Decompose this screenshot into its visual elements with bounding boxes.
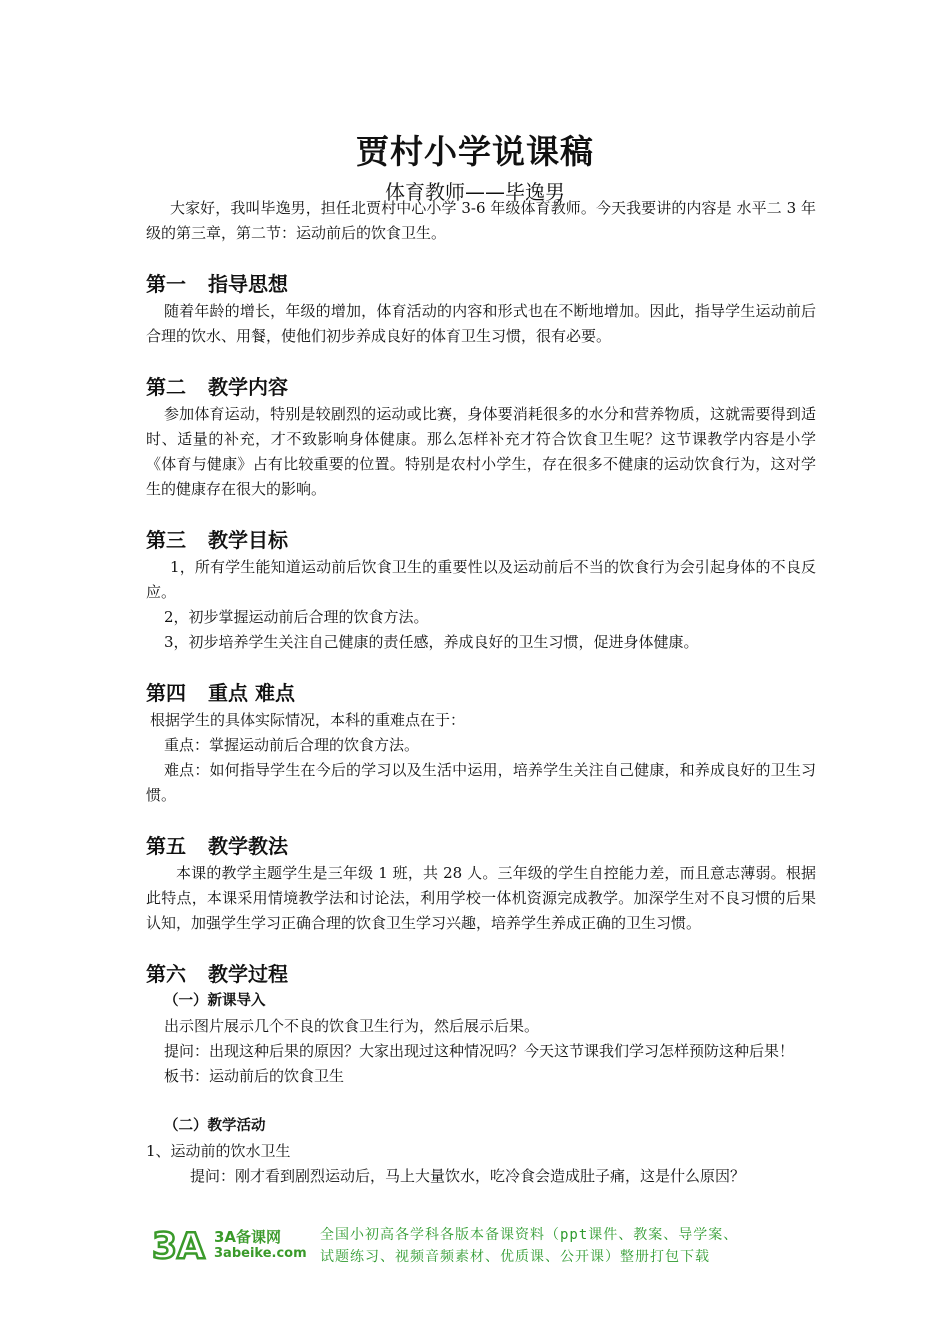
activity-question: 提问：刚才看到剧烈运动后，马上大量饮水，吃冷食会造成肚子痛，这是什么原因？ <box>190 1167 746 1185</box>
section-heading-5 <box>146 834 816 858</box>
ad-line: 试题练习、视频音频素材、优质课、公开课）整册打包下载 <box>320 1249 710 1265</box>
document-body <box>146 196 816 1189</box>
section-title: 教学目标 <box>208 528 288 552</box>
section-heading-3 <box>146 528 816 552</box>
subheading-intro: （一）新课导入 <box>164 993 266 1009</box>
site-logo-icon <box>150 1224 212 1264</box>
intro-paragraph: 大家好，我叫毕逸男，担任北贾村中心小学 3-6 年级体育教师。今天我要讲的内容是 水平二 3 年级的第三章，第二节：运动前后的饮食卫生。 <box>146 199 816 242</box>
section-heading-6 <box>146 962 816 986</box>
spacer <box>146 1089 816 1114</box>
key-point: 重点：掌握运动前后合理的饮食方法。 <box>164 736 420 754</box>
document-subtitle: 体育教师——毕逸男 <box>385 180 565 204</box>
objective-2: 2，初步掌握运动前后合理的饮食方法。 <box>164 608 429 626</box>
section-title: 重点 难点 <box>208 681 295 705</box>
objective-1: 1，所有学生能知道运动前后饮食卫生的重要性以及运动前后不当的饮食行为会引起身体的不良反应。 <box>146 558 816 601</box>
process-question: 提问：出现这种后果的原因？大家出现过这种情况吗？今天这节课我们学习怎样预防这种后果！ <box>164 1042 795 1060</box>
section-1-paragraph: 随着年龄的增长，年级的增加，体育活动的内容和形式也在不断地增加。因此，指导学生运动前后合理的饮水、用餐，使他们初步养成良好的体育卫生习惯，很有必要。 <box>146 302 816 345</box>
section-number: 第五 <box>146 834 186 858</box>
footer-banner <box>150 1222 800 1270</box>
section-5-paragraph: 本课的教学主题学生是三年级 1 班，共 28 人。三年级的学生自控能力差，而且意志薄弱。根据此特点，本课采用情境教学法和讨论法，利用学校一体机资源完成教学。加深学生对不良习惯的后果认知，加强学生学习正确合理的饮食卫生学习兴趣，培养学生养成正确的卫生习惯。 <box>146 864 816 932</box>
section-title: 教学教法 <box>208 834 288 858</box>
subheading-activities: （二）教学活动 <box>164 1118 266 1134</box>
section-heading-4 <box>146 681 816 705</box>
section-title: 教学内容 <box>208 375 288 399</box>
section-title: 教学过程 <box>208 962 288 986</box>
logo-url: 3abeike.com <box>214 1246 307 1261</box>
activity-item: 1、运动前的饮水卫生 <box>146 1142 291 1160</box>
difficult-point: 难点：如何指导学生在今后的学习以及生活中运用，培养学生关注自己健康，和养成良好的卫生习惯。 <box>146 761 816 804</box>
ad-line: 全国小初高各学科各版本备课资料（ppt课件、教案、导学案、 <box>320 1227 739 1243</box>
section-number: 第六 <box>146 962 186 986</box>
section-2-paragraph: 参加体育运动，特别是较剧烈的运动或比赛，身体要消耗很多的水分和营养物质，这就需要得到适时、适量的补充，才不致影响身体健康。那么怎样补充才符合饮食卫生呢？这节课教学内容是小学《体育与健康》占有比较重要的位置。特别是农村小学生，存在很多不健康的运动饮食行为，这对学生的健康存在很大的影响。 <box>146 405 816 498</box>
document-title: 贾村小学说课稿 <box>356 132 594 171</box>
section-heading-1 <box>146 272 816 296</box>
ad-text <box>320 1224 800 1268</box>
objective-3: 3，初步培养学生关注自己健康的责任感，养成良好的卫生习惯，促进身体健康。 <box>164 633 699 651</box>
section-heading-2 <box>146 375 816 399</box>
process-paragraph: 出示图片展示几个不良的饮食卫生行为，然后展示后果。 <box>164 1017 540 1035</box>
key-points-intro: 根据学生的具体实际情况，本科的重难点在于： <box>150 711 466 729</box>
logo-name: 3A备课网 <box>214 1228 282 1246</box>
blackboard-note: 板书：运动前后的饮食卫生 <box>164 1067 345 1085</box>
logo-mark-text: 3A <box>152 1226 205 1264</box>
section-number: 第二 <box>146 375 186 399</box>
section-number: 第三 <box>146 528 186 552</box>
section-number: 第四 <box>146 681 186 705</box>
section-number: 第一 <box>146 272 186 296</box>
section-title: 指导思想 <box>208 272 288 296</box>
